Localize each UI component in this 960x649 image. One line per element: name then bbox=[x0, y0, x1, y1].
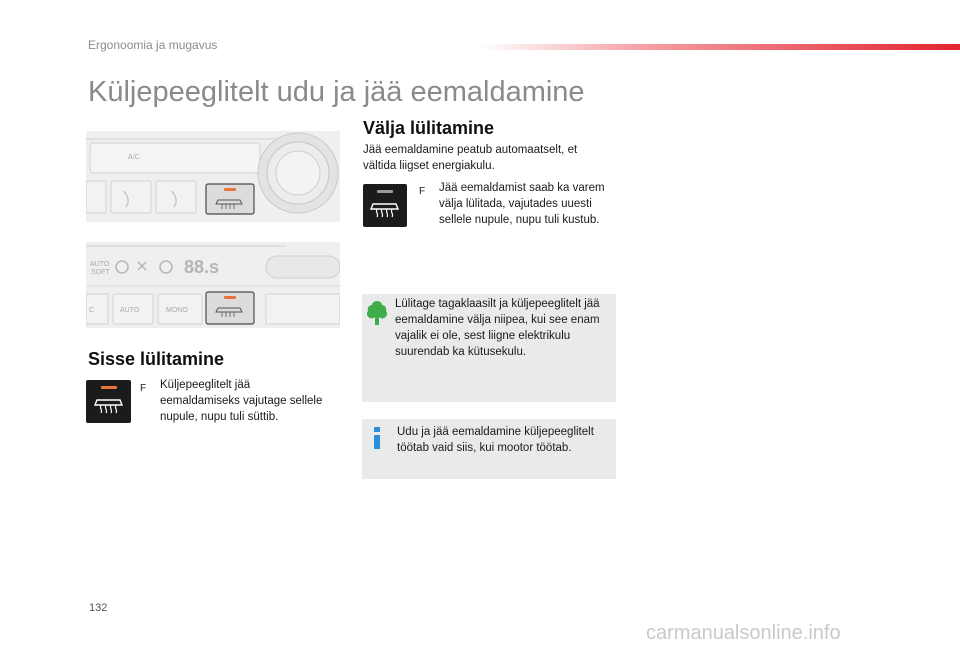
auto-button-label: AUTO bbox=[120, 307, 140, 314]
on-bullet: F bbox=[140, 383, 147, 394]
mono-button-label: MONO bbox=[166, 307, 188, 314]
on-section-heading: Sisse lülitamine bbox=[88, 349, 225, 369]
eco-line-1: Lülitage tagaklaasilt ja küljepeeglitelt jää bbox=[395, 298, 600, 310]
mirror-defrost-off-icon bbox=[363, 184, 407, 227]
on-line-3: nupule, nupu tuli süttib. bbox=[160, 411, 279, 423]
eco-line-3: vajalik ei ole, sest liigne elektrikulu bbox=[395, 330, 571, 342]
soft-label: SOFT bbox=[91, 269, 110, 276]
off-line-3: sellele nupule, nupu tuli kustub. bbox=[439, 214, 600, 226]
eco-note-box bbox=[362, 294, 616, 402]
header-section-title: Ergonoomia ja mugavus bbox=[88, 38, 218, 52]
off-intro-line-1: Jää eemaldamine peatub automaatselt, et bbox=[363, 144, 578, 156]
on-instructions bbox=[160, 377, 340, 425]
defrost-button-off-image bbox=[363, 184, 407, 227]
control-panel-bottom-drawing bbox=[86, 242, 340, 328]
auto-label: AUTO bbox=[90, 261, 110, 268]
info-note-text bbox=[397, 424, 613, 456]
on-line-2: eemaldamiseks vajutage sellele bbox=[160, 395, 323, 407]
on-line-1: Küljepeeglitelt jää bbox=[160, 379, 251, 391]
off-line-2: välja lülitada, vajutades uuesti bbox=[439, 198, 592, 210]
eco-line-2: eemaldamine välja niipea, kui see enam bbox=[395, 314, 600, 326]
off-intro bbox=[363, 142, 613, 174]
defrost-button-on-image bbox=[86, 380, 131, 423]
eco-tree-icon bbox=[366, 300, 388, 326]
mirror-defrost-icon bbox=[86, 380, 131, 423]
eco-line-4: suurendab ka kütusekulu. bbox=[395, 346, 527, 358]
c-label: C bbox=[89, 307, 95, 314]
control-panel-bottom-illustration bbox=[86, 242, 340, 328]
off-intro-line-2: vältida liigset energiakulu. bbox=[363, 160, 495, 172]
page-title: Küljepeeglitelt udu ja jää eemaldamine bbox=[88, 76, 585, 108]
page-number: 132 bbox=[89, 602, 108, 614]
off-section-heading: Välja lülitamine bbox=[363, 118, 495, 138]
header-accent-bar bbox=[480, 44, 960, 50]
info-icon bbox=[372, 427, 382, 449]
info-note-box bbox=[362, 419, 616, 479]
ac-label: A/C bbox=[128, 154, 140, 161]
eco-note-text bbox=[395, 296, 615, 360]
off-instructions bbox=[439, 180, 619, 228]
display-value: 88.s bbox=[184, 257, 220, 277]
off-bullet: F bbox=[419, 186, 426, 197]
off-line-1: Jää eemaldamist saab ka varem bbox=[439, 182, 605, 194]
info-line-2: töötab vaid siis, kui mootor töötab. bbox=[397, 442, 572, 454]
control-panel-top-drawing bbox=[86, 131, 340, 222]
control-panel-top-illustration bbox=[86, 131, 340, 222]
info-line-1: Udu ja jää eemaldamine küljepeeglitelt bbox=[397, 426, 594, 438]
watermark: carmanualsonline.info bbox=[646, 622, 841, 644]
